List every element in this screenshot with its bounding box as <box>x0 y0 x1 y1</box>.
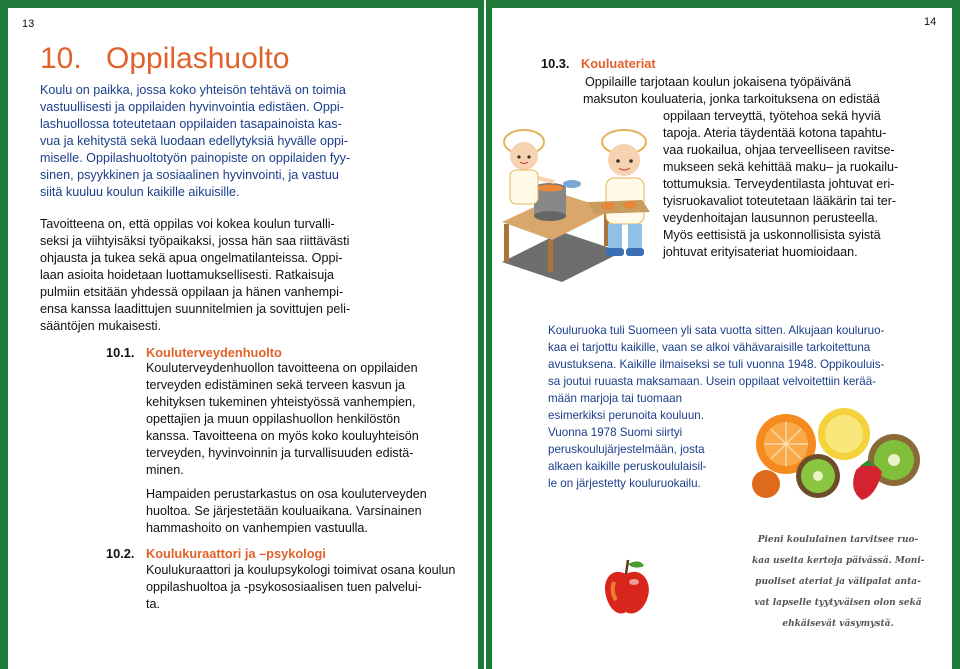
history-line: Kouluruoka tuli Suomeen yli sata vuotta sitten. Alkujaan kouluruo- <box>548 324 885 337</box>
goal-line: laan asioita hoidetaan luottamuksellisesti. Ratkaisuja <box>40 268 335 282</box>
caption-line: vat lapselle tyytyväisen olon sekä <box>754 598 922 608</box>
meals-line: mukseen sekä kehittää maku– ja ruokailu- <box>663 160 899 174</box>
section-title: Kouluterveydenhuolto <box>146 345 282 360</box>
frame-top-left <box>0 0 478 8</box>
section-title: Kouluateriat <box>581 56 656 71</box>
chapter-title <box>40 42 289 76</box>
children-cooking-illustration <box>492 112 682 290</box>
chapter-title-text: Oppilashuolto <box>106 42 290 75</box>
dental-line: huoltoa. Se järjestetään kouluaikana. Varsinainen <box>146 504 422 518</box>
counsel-line: ta. <box>146 597 161 611</box>
meals-line: johtuvat erityisateriat huomioidaan. <box>663 245 858 259</box>
goal-line: ensa kanssa laadittujen suunnitelmien ja sovittujen peli- <box>40 302 351 316</box>
meals-line: veydenhoitajan lausunnon perusteella. <box>663 211 878 225</box>
dental-paragraph <box>146 486 466 537</box>
meals-line: tottumuksia. Terveydentilasta johtuvat eri- <box>663 177 895 191</box>
section-number: 10.1. <box>106 345 135 360</box>
intro-paragraph <box>40 82 460 201</box>
counsel-line: Koulukuraattori ja koulupsykologi toimivat osana koulun <box>146 563 456 577</box>
goal-line: sääntöjen mukaisesti. <box>40 319 162 333</box>
caption-line: kaa useita kertoja päivässä. Moni- <box>752 556 925 566</box>
frame-left <box>0 0 8 669</box>
intro-line: sinen, psyykkinen ja sosiaalinen hyvinvointi, ja vastuu <box>40 168 339 182</box>
health-paragraph <box>146 360 466 479</box>
history-line: mään marjoja tai tuomaan <box>548 392 683 405</box>
intro-line: vua ja kehitystä sekä luodaan edellytyksiä hyvälle oppi- <box>40 134 349 148</box>
dental-line: hammashoito on vanhempien vastuulla. <box>146 521 368 535</box>
chapter-number: 10. <box>40 42 82 75</box>
dental-line: Hampaiden perustarkastus on osa kouluterveyden <box>146 487 427 501</box>
section-title: Koulukuraattori ja –psykologi <box>146 546 326 561</box>
goal-line: ohjausta ja tukea sekä apua ongelmatilanteissa. Oppi- <box>40 251 343 265</box>
history-line: le on järjestetty kouluruokailu. <box>548 477 701 490</box>
goal-paragraph <box>40 216 465 335</box>
meals-line: vaa ruokailua, ohjaa terveelliseen ravitse- <box>663 143 895 157</box>
goal-line: pulmiin etsitään yhdessä oppilaan ja hänen vanhempi- <box>40 285 344 299</box>
history-line: peruskoulujärjestelmään, josta <box>548 443 705 456</box>
health-line: opettajien ja muun oppilashuollon henkilöstön <box>146 412 401 426</box>
frame-right <box>952 0 960 669</box>
intro-line: Koulu on paikka, jossa koko yhteisön tehtävä on toimia <box>40 83 346 97</box>
meals-line: Myös eettisistä ja uskonnollisista syistä <box>663 228 881 242</box>
history-line: avustuksena. Kaikille ilmaiseksi se tuli vuonna 1948. Oppikouluis- <box>548 358 885 371</box>
goal-line: seksi ja viihtyisäksi työpaikaksi, jossa hän saa riittävästi <box>40 234 350 248</box>
goal-line: Tavoitteena on, että oppilas voi kokea koulun turvalli- <box>40 217 335 231</box>
intro-line: miselle. Oppilashuoltotyön painopiste on oppilaiden fyy- <box>40 151 351 165</box>
meals-line: maksuton kouluateria, jonka tarkoituksena on edistää <box>583 92 880 106</box>
history-line: Vuonna 1978 Suomi siirtyi <box>548 426 683 439</box>
caption-line: ehkäisevät väsymystä. <box>782 619 894 629</box>
health-line: terveyden, hyvinvoinnin ja turvallisuuden edistä- <box>146 446 414 460</box>
page-number-right: 14 <box>924 16 937 28</box>
history-line: sa joutui ruuasta maksamaan. Usein oppilaat velvoitettiin kerää- <box>548 375 877 388</box>
counsel-line: oppilashuoltoa ja -psykososiaalisen tuen palvelui- <box>146 580 422 594</box>
counsel-paragraph <box>146 562 466 613</box>
history-line: esimerkiksi perunoita kouluun. <box>548 409 704 422</box>
caption-line: puoliset ateriat ja välipalat anta- <box>755 577 921 587</box>
section-heading-meals <box>541 56 656 71</box>
apple-icon <box>600 556 652 618</box>
meals-line: Oppilaille tarjotaan koulun jokaisena työpäivänä <box>585 75 852 89</box>
image-caption <box>752 530 924 635</box>
section-number: 10.2. <box>106 546 135 561</box>
page-number-left: 13 <box>22 18 35 30</box>
frame-spine-right <box>486 0 492 669</box>
intro-line: lashuollossa toteutetaan oppilaiden tasapainoista kas- <box>40 117 342 131</box>
health-line: kanssa. Tavoitteena on myös koko kouluyhteisön <box>146 429 419 443</box>
meals-line: tyisruokavaliot toteutetaan lääkärin tai ter- <box>663 194 897 208</box>
caption-line: Pieni koululainen tarvitsee ruo- <box>757 535 919 545</box>
history-line: kaa ei tarjottu kaikille, vaan se alkoi vähävaraisille tarkoitettuna <box>548 341 871 354</box>
frame-top-right <box>486 0 960 8</box>
health-line: kehityksen tukeminen yhteistyössä vanhempien, <box>146 395 416 409</box>
health-line: terveyden edistäminen sekä terveen kasvun ja <box>146 378 406 392</box>
meals-line: tapoja. Ateria täydentää kotona tapahtu- <box>663 126 887 140</box>
intro-line: siitä kuuluu koulun kaikille aikuisille. <box>40 185 240 199</box>
section-number: 10.3. <box>541 56 570 71</box>
fruit-illustration <box>744 400 928 504</box>
health-line: Kouluterveydenhuollon tavoitteena on oppilaiden <box>146 361 418 375</box>
frame-spine-left <box>478 0 484 669</box>
meals-line: oppilaan terveyttä, työtehoa sekä hyviä <box>663 109 881 123</box>
history-line: alkaen kaikille peruskoululaisil- <box>548 460 707 473</box>
health-line: minen. <box>146 463 184 477</box>
intro-line: vastuullisesti ja oppilaiden hyvinvointia edistäen. Oppi- <box>40 100 344 114</box>
section-heading-counsel <box>106 546 326 561</box>
section-heading-health <box>106 345 282 360</box>
